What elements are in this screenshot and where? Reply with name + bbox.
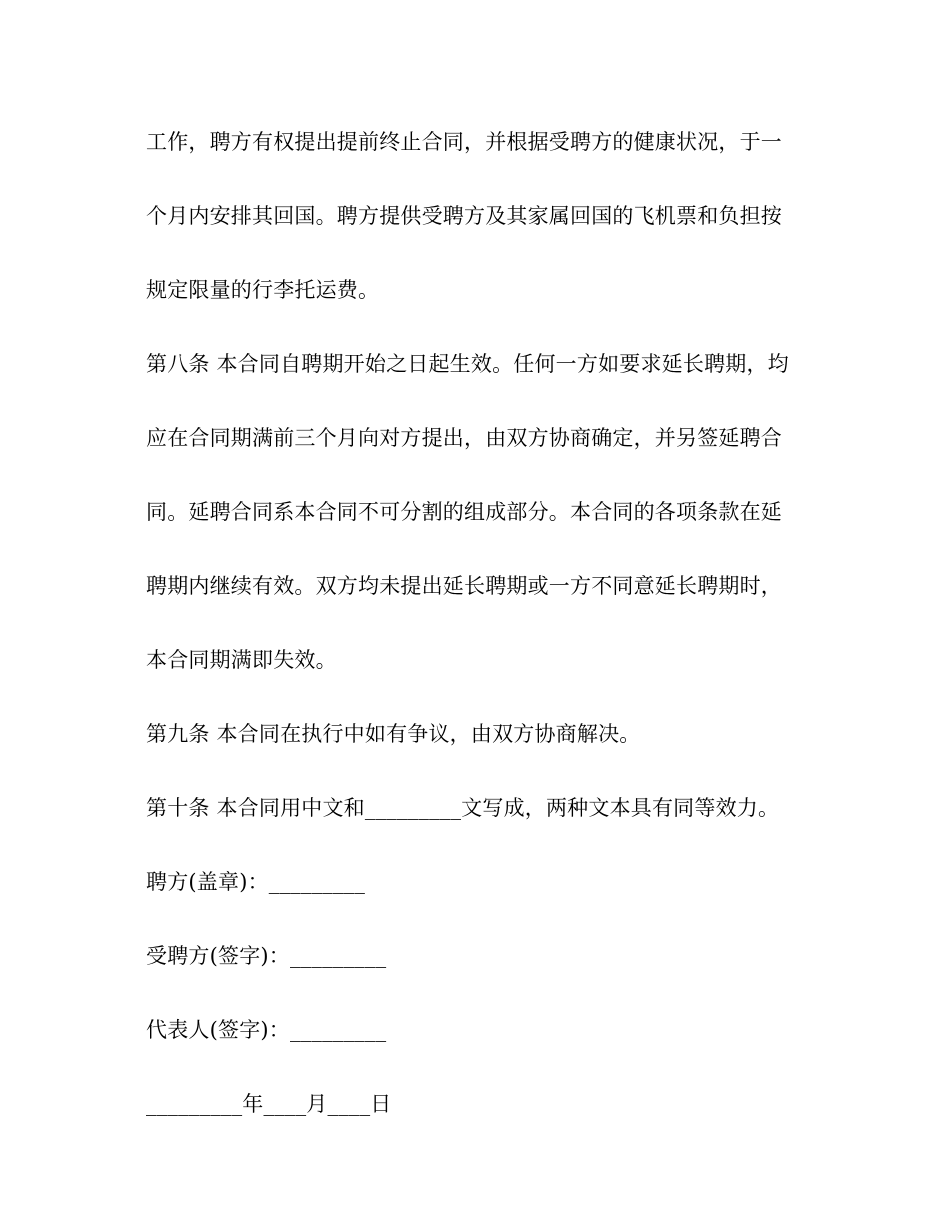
representative-signature-field: 代表人(签字)：_________ — [146, 1018, 387, 1042]
clause-8-line: 应在合同期满前三个月向对方提出，由双方协商确定，并另签延聘合 — [146, 426, 782, 450]
employer-seal-field: 聘方(盖章)：_________ — [146, 870, 366, 894]
clause-8-line: 同。延聘合同系本合同不可分割的组成部分。本合同的各项条款在延 — [146, 500, 782, 524]
text-line-continued-clause: 个月内安排其回国。聘方提供受聘方及其家属回国的飞机票和负担按 — [146, 204, 782, 228]
clause-8-line: 聘期内继续有效。双方均未提出延长聘期或一方不同意延长聘期时， — [146, 574, 782, 598]
employee-signature-field: 受聘方(签字)：_________ — [146, 944, 387, 968]
clause-8-line: 第八条 本合同自聘期开始之日起生效。任何一方如要求延长聘期，均 — [146, 352, 789, 376]
clause-10-line: 第十条 本合同用中文和_________文写成，两种文本具有同等效力。 — [146, 796, 780, 820]
clause-8-line: 本合同期满即失效。 — [146, 648, 337, 672]
text-line-continued-clause: 规定限量的行李托运费。 — [146, 278, 380, 302]
clause-9-line: 第九条 本合同在执行中如有争议，由双方协商解决。 — [146, 722, 641, 746]
date-field: _________年____月____日 — [146, 1092, 392, 1116]
text-line-continued-clause: 工作，聘方有权提出提前终止合同，并根据受聘方的健康状况，于一 — [146, 130, 782, 154]
